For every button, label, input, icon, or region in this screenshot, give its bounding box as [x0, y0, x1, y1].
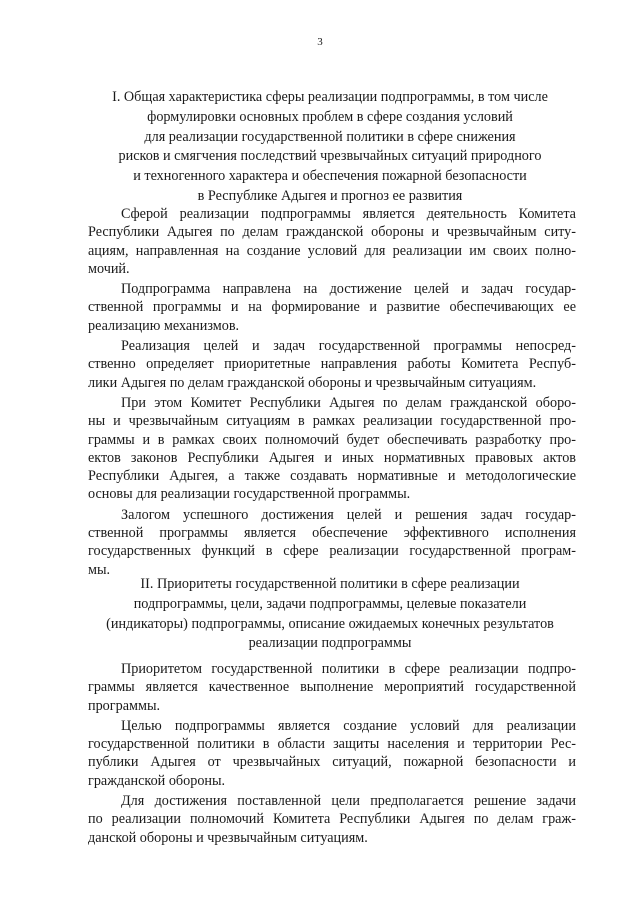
paragraph-line: по реализации полномочий Комитета Республики Адыгея по делам граж-	[88, 811, 576, 828]
paragraph-line: программы.	[88, 697, 161, 714]
paragraph-line: данской обороны и чрезвычайным ситуациям.	[88, 829, 368, 846]
paragraph-line: граммы является качественное выполнение мероприятий государственной	[88, 679, 576, 696]
heading-line: в Республике Адыгея и прогноз ее развития	[197, 187, 463, 204]
page-number: 3	[317, 36, 323, 48]
paragraph-line: ственно определяет приоритетные направления работы Комитета Респуб-	[88, 356, 576, 373]
heading-line: рисков и смягчения последствий чрезвычайных ситуаций природного	[118, 148, 542, 165]
paragraph-line: ектов законов Республики Адыгея и иных нормативных правовых актов	[88, 449, 576, 466]
paragraph-line: мы.	[88, 561, 111, 578]
paragraph-line: ственной программы является обеспечение эффективного исполнения	[88, 525, 576, 542]
heading-line: и техногенного характера и обеспечения пожарной безопасности	[133, 168, 527, 185]
paragraph-line: Реализация целей и задач государственной программы непосред-	[121, 338, 576, 355]
heading-line: реализации подпрограммы	[248, 635, 412, 652]
paragraph	[88, 660, 576, 715]
section-2-heading	[80, 575, 580, 654]
paragraph-line: Сферой реализации подпрограммы является деятельность Комитета	[121, 206, 576, 222]
paragraph-line: При этом Комитет Республики Адыгея по делам гражданской оборо-	[121, 394, 576, 411]
paragraph-line: граммы и в рамках своих полномочий будет обеспечивать разработку про-	[88, 431, 576, 448]
paragraph-line: государственной политики в области защиты населения и территории Рес-	[88, 736, 576, 753]
paragraph-line: реализацию механизмов.	[88, 317, 240, 334]
paragraph	[88, 280, 576, 335]
paragraph	[88, 792, 576, 847]
paragraph-line: Целью подпрограммы является создание условий для реализации	[121, 717, 576, 734]
paragraph-line: публики Адыгея от чрезвычайных ситуаций, пожарной безопасности и	[88, 754, 576, 771]
paragraph	[88, 717, 576, 790]
paragraph-line: Для достижения поставленной цели предполагается решение задачи	[121, 793, 576, 810]
paragraph	[88, 394, 576, 504]
paragraph-line: Подпрограмма направлена на достижение целей и задач государ-	[121, 281, 576, 298]
paragraph-line: Республики Адыгея, а также создавать нормативные и методологические	[88, 468, 576, 485]
paragraph-line: основы для реализации государственной программы.	[88, 486, 411, 503]
heading-line: (индикаторы) подпрограммы, описание ожидаемых конечных результатов	[106, 615, 554, 632]
paragraph-line: ациям, направленная на создание условий для реализации им своих полно-	[88, 242, 576, 259]
paragraph-line: мочий.	[88, 260, 130, 277]
paragraph-line: Приоритетом государственной политики в сфере реализации подпро-	[121, 661, 576, 677]
paragraph-line: государственных функций в сфере реализации государственной програм-	[88, 543, 576, 560]
heading-line: I. Общая характеристика сферы реализации подпрограммы, в том числе	[112, 89, 548, 105]
paragraph-line: ны и чрезвычайным ситуациям в рамках реализации государственной про-	[88, 413, 576, 430]
heading-line: II. Приоритеты государственной политики в сфере реализации	[140, 576, 520, 592]
paragraph	[88, 506, 576, 579]
paragraph	[88, 205, 576, 278]
section-1-heading	[80, 88, 580, 207]
section-1-body	[88, 205, 576, 581]
heading-line: формулировки основных проблем в сфере создания условий	[147, 108, 513, 125]
paragraph-line: Залогом успешного достижения целей и решения задач государ-	[121, 506, 576, 523]
paragraph	[88, 337, 576, 392]
paragraph-line: ственной программы и на формирование и развитие обеспечивающих ее	[88, 299, 576, 316]
section-2-body	[88, 660, 576, 849]
heading-line: подпрограммы, цели, задачи подпрограммы, целевые показатели	[133, 595, 527, 612]
paragraph-line: Республики Адыгея по делам гражданской обороны и чрезвычайным ситу-	[88, 224, 576, 241]
paragraph-line: лики Адыгея по делам гражданской обороны и чрезвычайным ситуациям.	[88, 374, 537, 391]
paragraph-line: гражданской обороны.	[88, 772, 226, 789]
heading-line: для реализации государственной политики в сфере снижения	[144, 128, 516, 145]
